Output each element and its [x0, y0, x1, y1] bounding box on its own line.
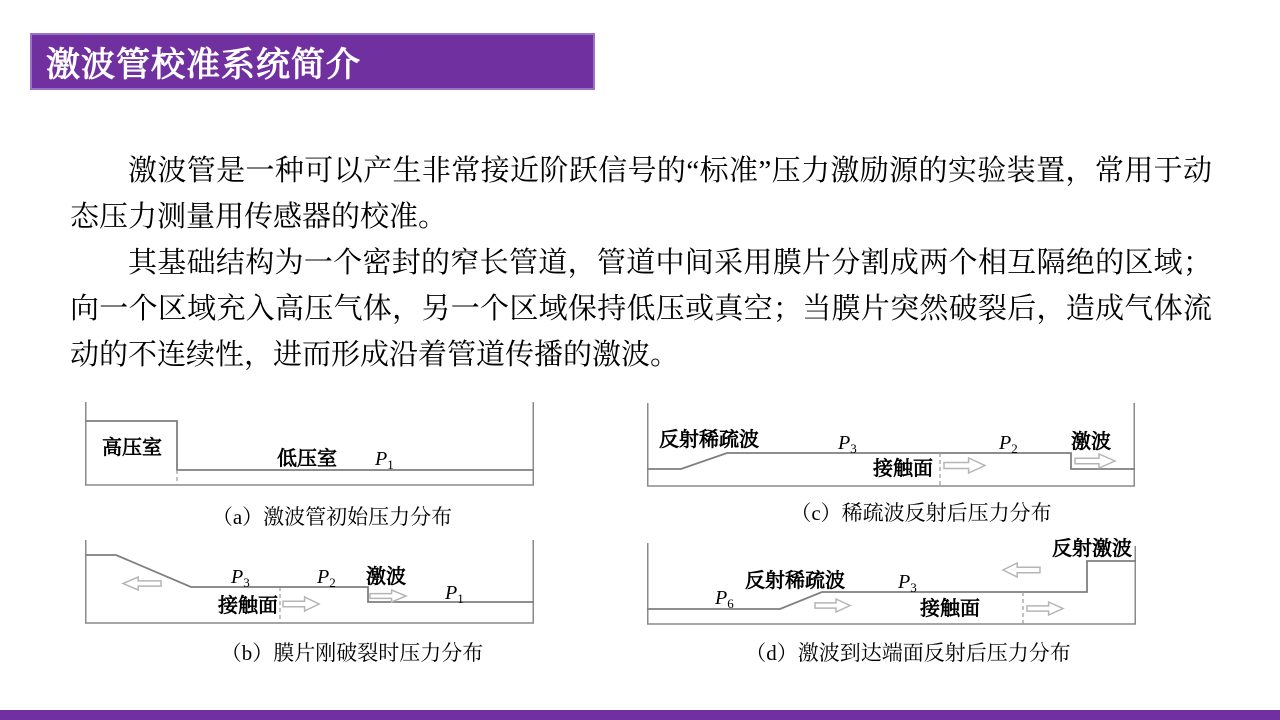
p3-sub: 3	[850, 441, 857, 456]
p2-base: P	[317, 566, 330, 588]
label-p3	[230, 566, 250, 590]
caption-a: （a）激波管初始压力分布	[211, 505, 453, 529]
contact-right-arrow	[1027, 602, 1063, 615]
paragraph-structure: 其基础结构为一个密封的窄长管道，管道中间采用膜片分割成两个相互隔绝的区域；向一个区域充入高压气体，另一个区域保持低压或真空；当膜片突然破裂后，造成气体流动的不连续性，进而形成沿着管道传播的激波。	[70, 247, 1212, 371]
label-p1	[444, 582, 464, 606]
rarefaction-left-arrow	[123, 577, 161, 590]
label-shock-wave: 激波	[366, 566, 406, 588]
caption-b: （b）膜片刚破裂时压力分布	[220, 641, 484, 665]
p2-sub: 2	[329, 575, 336, 590]
label-contact-surface: 接触面	[920, 598, 980, 620]
footer-bar	[0, 710, 1280, 720]
contact-right-arrow	[283, 597, 319, 611]
diagram-b-after-rupture	[85, 539, 534, 625]
page-title: 激波管校准系统简介	[46, 46, 361, 84]
contact-right-arrow	[944, 458, 985, 473]
label-p2	[316, 566, 336, 590]
p3-sub: 3	[243, 575, 250, 590]
label-contact-surface: 接触面	[218, 595, 278, 617]
label-p3	[897, 571, 917, 595]
p1-base: P	[375, 448, 388, 470]
p6-base: P	[715, 587, 728, 609]
p6-sub: 6	[727, 596, 734, 611]
p3-base: P	[231, 566, 244, 588]
p3-base: P	[898, 571, 911, 593]
p1-base: P	[445, 582, 458, 604]
shock-right-arrow	[370, 590, 406, 602]
shock-right-arrow	[1075, 454, 1115, 468]
paragraph-intro: 激波管是一种可以产生非常接近阶跃信号的“标准”压力激励源的实验装置，常用于动态压力测量用传感器的校准。	[70, 155, 1212, 233]
p3-base: P	[838, 432, 851, 454]
body-text	[70, 148, 1212, 378]
p1-sub: 1	[387, 457, 394, 472]
reflected-shock-left-arrow	[1003, 563, 1040, 577]
p3-sub: 3	[910, 580, 917, 595]
label-contact-surface: 接触面	[873, 458, 933, 480]
caption-c: （c）稀疏波反射后压力分布	[790, 501, 1052, 525]
label-reflected-shock: 反射激波	[1052, 538, 1132, 560]
label-low-pressure-chamber: 低压室	[277, 448, 337, 470]
label-reflected-rarefaction: 反射稀疏波	[745, 570, 845, 592]
label-p1	[374, 448, 394, 472]
label-shock-wave: 激波	[1071, 431, 1111, 453]
label-p2	[998, 432, 1018, 456]
label-p6	[714, 587, 734, 611]
p2-sub: 2	[1011, 441, 1018, 456]
title-banner	[30, 33, 595, 90]
diagram-a-initial-pressure	[85, 400, 534, 488]
rarefaction-right-arrow	[815, 599, 850, 612]
diagram-d-after-end-reflection	[647, 530, 1136, 625]
label-reflected-rarefaction: 反射稀疏波	[659, 429, 759, 451]
p2-base: P	[999, 432, 1012, 454]
diagram-c-after-rarefaction-reflection	[647, 403, 1135, 487]
p1-sub: 1	[457, 591, 464, 606]
label-high-pressure-chamber: 高压室	[102, 437, 162, 459]
pressure-profile	[85, 555, 534, 602]
caption-d: （d）激波到达端面反射后压力分布	[745, 641, 1071, 665]
label-p3	[837, 432, 857, 456]
